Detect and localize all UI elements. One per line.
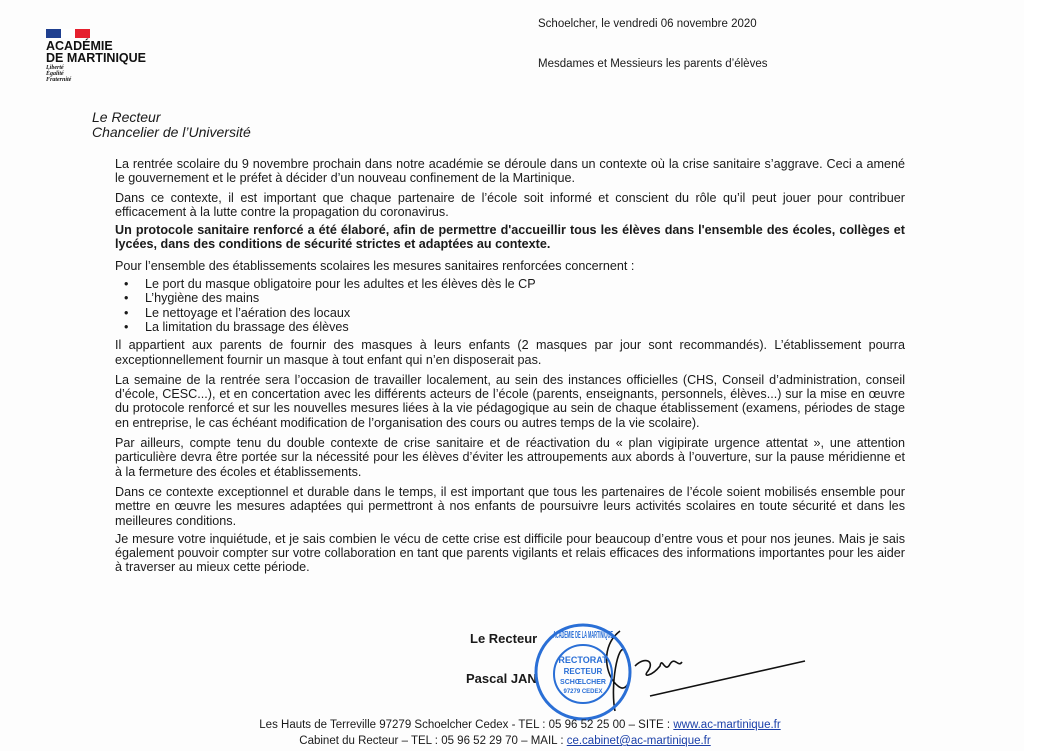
svg-text:RECTEUR: RECTEUR xyxy=(563,667,603,676)
letter-date: Schoelcher, le vendredi 06 novembre 2020 xyxy=(538,18,757,30)
recipient: Mesdames et Messieurs les parents d’élèves xyxy=(538,58,768,70)
footer-cabinet: Cabinet du Recteur – TEL : 05 96 52 29 70 – MAIL : ce.cabinet@ac-martinique.fr xyxy=(299,735,711,747)
sender: Le Recteur Chancelier de l’Université xyxy=(92,109,251,140)
letter-body xyxy=(115,157,905,575)
paragraph-bold: Un protocole sanitaire renforcé a été élaboré, afin de permettre d'accueillir tous les élèves dans l'ensemble des écoles, collèges et lycées, dans des conditions de sécurité strictes et adaptées au contexte. xyxy=(115,223,905,252)
motto: Liberté Égalité Fraternité xyxy=(46,65,72,83)
footer-address: Les Hauts de Terreville 97279 Schoelcher Cedex - TEL : 05 96 52 25 00 – SITE : www.ac-martinique.fr xyxy=(259,719,781,731)
email-link[interactable]: ce.cabinet@ac-martinique.fr xyxy=(566,735,711,747)
paragraph: Pour l’ensemble des établissements scolaires les mesures sanitaires renforcées concernent : xyxy=(115,258,635,273)
paragraph: Il appartient aux parents de fournir des masques à leurs enfants (2 masques par jour sont recommandés). L’établissement pourra exceptionnellement fournir un masque à tout enfant qui n’en disposerait pas. xyxy=(115,338,905,367)
svg-text:RECTORAT: RECTORAT xyxy=(558,655,608,665)
paragraph: Dans ce contexte exceptionnel et durable dans le temps, il est important que tous les partenaires de l’école soient mobilisés ensemble pour mettre en œuvre les mesures adaptées qui permettront à nos enfants de poursuivre leurs activités scolaires en toute sécurité et dans les meilleures conditions. xyxy=(115,484,905,528)
list-item: • Le port du masque obligatoire pour les adultes et les élèves dès le CP xyxy=(145,277,905,291)
paragraph: La rentrée scolaire du 9 novembre prochain dans notre académie se déroule dans un contexte où la crise sanitaire s’aggrave. Ceci a amené le gouvernement et le préfet à décider d’un nouveau confinement de la Martinique. xyxy=(115,157,905,186)
svg-text:97279 CEDEX: 97279 CEDEX xyxy=(563,689,603,695)
list-item: • L’hygiène des mains xyxy=(145,291,905,305)
list-item: • Le nettoyage et l’aération des locaux xyxy=(145,306,905,320)
academy-name: ACADÉMIE DE MARTINIQUE xyxy=(46,39,146,65)
signature-name: Pascal JAN xyxy=(466,671,537,686)
paragraph: Par ailleurs, compte tenu du double contexte de crise sanitaire et de réactivation du « plan vigipirate urgence attentat », une attention particulière devra être portée sur la nécessité pour les élèves d’éviter les attroupements aux abords à l’ouverture, sur la pause méridienne et à la fermeture des écoles et établissements. xyxy=(115,436,905,479)
republic-flag-logo xyxy=(46,29,90,38)
signature-title: Le Recteur xyxy=(470,631,538,646)
measures-list xyxy=(115,277,905,334)
paragraph: La semaine de la rentrée sera l’occasion de travailler localement, au sein des instances officielles (CHS, Conseil d’administration, conseil d’école, CESC...), et en concertation avec les différents acteurs de l’école (parents, enseignants, personnels, élèves...) sur la mise en œuvre du protocole renforcé et sur les nouvelles mesures liées à la vie pédagogique au sein de chaque établissement (examens, périodes de stage en entreprise, le cas échéant modification de l’organisation des cours ou autres temps de la vie scolaire). xyxy=(115,372,905,430)
svg-text:ACADEMIE DE LA MARTINIQUE: ACADEMIE DE LA MARTINIQUE xyxy=(553,630,614,641)
list-item: • La limitation du brassage des élèves xyxy=(145,320,905,334)
website-link[interactable]: www.ac-martinique.fr xyxy=(673,719,781,731)
paragraph: Dans ce contexte, il est important que chaque partenaire de l’école soit informé et conscient du rôle qu’il peut jouer pour contribuer efficacement à la lutte contre la propagation du coronavirus. xyxy=(115,190,905,219)
rectorat-stamp xyxy=(528,622,638,722)
paragraph: Je mesure votre inquiétude, et je sais combien le vécu de cette crise est difficile pour beaucoup d’entre vous et pour nos jeunes. Mais je sais également pouvoir compter sur votre collaboration en tant que parents vigilants et relais efficaces des informations importantes pour les aider à traverser au mieux cette période. xyxy=(115,531,905,575)
svg-text:SCHŒLCHER: SCHŒLCHER xyxy=(560,679,606,686)
